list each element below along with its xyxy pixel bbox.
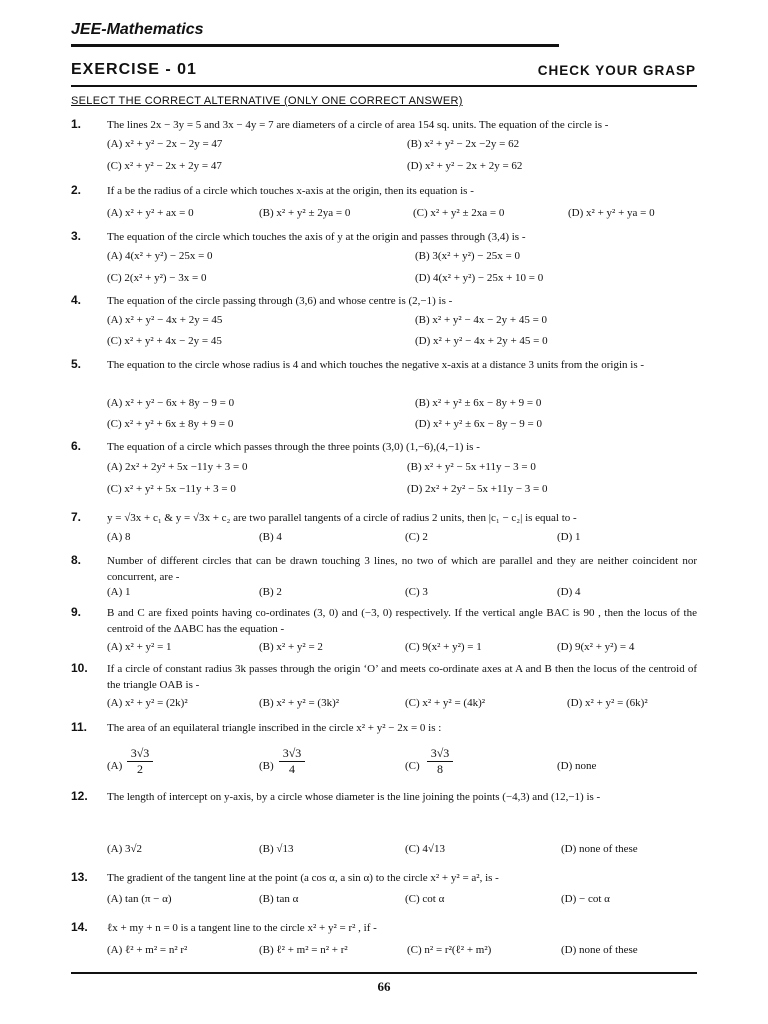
question-text: The equation of the circle passing through (3,6) and whose centre is (2,−1) is - [107, 295, 453, 307]
question-number: 1. [71, 117, 82, 131]
option-a[interactable]: (A) x² + y² − 4x + 2y = 45 [107, 314, 223, 326]
option-b[interactable]: (B) 3(x² + y²) − 25x = 0 [415, 250, 520, 262]
fraction-numerator: 3√3 [282, 746, 302, 760]
option-d[interactable]: (D) x² + y² − 4x + 2y + 45 = 0 [415, 335, 548, 347]
question-text: B and C are fixed points having co-ordinates (3, 0) and (−3, 0) respectively. If the vertical angle BAC is 90 , then the locus of the centroid of the ΔABC has the equation - [107, 607, 697, 635]
question-text: Number of different circles that can be drawn touching 3 lines, no two of which are parallel and they are neither coincident nor concurrent, are - [107, 555, 697, 583]
subject-title: JEE-Mathematics [71, 21, 204, 38]
exercise-title: EXERCISE - 01 [71, 61, 197, 78]
option-d[interactable]: (D) − cot α [561, 893, 610, 905]
option-b[interactable]: (B) x² + y² ± 6x − 8y + 9 = 0 [415, 397, 542, 409]
footer-rule [71, 972, 697, 974]
fraction-c [427, 746, 453, 777]
option-a[interactable]: (A) x² + y² + ax = 0 [107, 207, 194, 219]
option-c[interactable]: (C) [405, 760, 420, 772]
question-text: The length of intercept on y-axis, by a circle whose diameter is the line joining the points (−4,3) and (12,−1) is - [107, 791, 601, 803]
option-c[interactable]: (C) n² = r²(ℓ² + m²) [407, 944, 492, 956]
question-number: 3. [71, 229, 82, 243]
option-a[interactable]: (A) ℓ² + m² = n² r² [107, 944, 188, 956]
question-text: The lines 2x − 3y = 5 and 3x − 4y = 7 are diameters of a circle of area 154 sq. units. The equation of the circle is - [107, 119, 609, 131]
option-a[interactable]: (A) 8 [107, 531, 131, 543]
option-a[interactable]: (A) 1 [107, 586, 131, 598]
question-text: The equation of the circle which touches the axis of y at the origin and passes through (3,4) is - [107, 231, 526, 243]
option-a[interactable]: (A) 3√2 [107, 843, 143, 855]
option-c[interactable]: (C) 4√13 [405, 843, 445, 855]
option-a[interactable]: (A) tan (π − α) [107, 893, 172, 905]
question-text: If a be the radius of a circle which touches x-axis at the origin, then its equation is - [107, 185, 474, 197]
option-d[interactable]: (D) 4(x² + y²) − 25x + 10 = 0 [415, 272, 544, 284]
option-c[interactable]: (C) 2(x² + y²) − 3x = 0 [107, 272, 207, 284]
fraction-b [279, 746, 305, 777]
fraction-numerator: 3√3 [430, 746, 450, 760]
fraction-numerator: 3√3 [130, 746, 150, 760]
option-b[interactable]: (B) 4 [259, 531, 282, 543]
question-number: 12. [71, 789, 88, 803]
question-text: The equation to the circle whose radius is 4 and which touches the negative x-axis at a distance 3 units from the origin is - [107, 359, 645, 371]
question-number: 6. [71, 439, 82, 453]
option-a[interactable]: (A) x² + y² − 6x + 8y − 9 = 0 [107, 397, 235, 409]
option-b[interactable]: (B) x² + y² = 2 [259, 641, 323, 653]
option-b[interactable]: (B) √13 [259, 843, 294, 855]
fraction-a [127, 746, 153, 777]
option-a[interactable]: (A) x² + y² = 1 [107, 641, 172, 653]
option-b[interactable]: (B) x² + y² − 5x +11y − 3 = 0 [407, 461, 536, 473]
option-a[interactable]: (A) 2x² + 2y² + 5x −11y + 3 = 0 [107, 461, 248, 473]
option-c[interactable]: (C) x² + y² + 4x − 2y = 45 [107, 335, 222, 347]
option-d[interactable]: (D) 2x² + 2y² − 5x +11y − 3 = 0 [407, 483, 548, 495]
option-b[interactable]: (B) x² + y² = (3k)² [259, 697, 340, 709]
section-title: CHECK YOUR GRASP [537, 63, 696, 78]
option-d[interactable]: (D) x² + y² ± 6x − 8y − 9 = 0 [415, 418, 542, 430]
question-text: The equation of a circle which passes through the three points (3,0) (1,−6),(4,−1) is - [107, 441, 480, 453]
option-b[interactable]: (B) tan α [259, 893, 299, 905]
option-c[interactable]: (C) 2 [405, 531, 428, 543]
question-text: The area of an equilateral triangle inscribed in the circle x² + y² − 2x = 0 is : [107, 722, 442, 734]
question-number: 10. [71, 661, 88, 675]
option-b[interactable]: (B) [259, 760, 274, 772]
option-c[interactable]: (C) x² + y² ± 2xa = 0 [413, 207, 505, 219]
question-number: 14. [71, 920, 88, 934]
option-c[interactable]: (C) 9(x² + y²) = 1 [405, 641, 482, 653]
option-a[interactable]: (A) x² + y² − 2x − 2y = 47 [107, 138, 223, 150]
option-c[interactable]: (C) 3 [405, 586, 428, 598]
question-text: ℓx + my + n = 0 is a tangent line to the circle x² + y² = r² , if - [107, 922, 377, 934]
option-b[interactable]: (B) x² + y² − 4x − 2y + 45 = 0 [415, 314, 548, 326]
option-c[interactable]: (C) x² + y² = (4k)² [405, 697, 486, 709]
question-text: If a circle of constant radius 3k passes through the origin ‘O’ and meets co-ordinate axes at A and B then the locus of the centroid of the triangle OAB is - [107, 663, 697, 691]
question-number: 2. [71, 183, 82, 197]
option-d[interactable]: (D) x² + y² + ya = 0 [568, 207, 655, 219]
fraction-denominator: 4 [279, 761, 305, 777]
option-d[interactable]: (D) none of these [561, 944, 638, 956]
fraction-denominator: 2 [127, 761, 153, 777]
question-text: y = √3x + c₁ & y = √3x + c₂ are two parallel tangents of a circle of radius 2 units, then |c₁ − c₂| is equal to - [107, 512, 577, 524]
option-d[interactable]: (D) none of these [561, 843, 638, 855]
question-number: 7. [71, 510, 82, 524]
question-number: 5. [71, 357, 82, 371]
option-b[interactable]: (B) ℓ² + m² = n² + r² [259, 944, 348, 956]
option-a[interactable]: (A) [107, 760, 123, 772]
option-b[interactable]: (B) x² + y² − 2x −2y = 62 [407, 138, 520, 150]
header-rule [71, 44, 559, 47]
question-text: The gradient of the tangent line at the point (a cos α, a sin α) to the circle x² + y² = a², is - [107, 872, 499, 884]
option-d[interactable]: (D) 1 [557, 531, 581, 543]
option-d[interactable]: (D) 4 [557, 586, 581, 598]
question-number: 9. [71, 605, 82, 619]
option-d[interactable]: (D) x² + y² = (6k)² [567, 697, 648, 709]
option-c[interactable]: (C) x² + y² − 2x + 2y = 47 [107, 160, 222, 172]
question-number: 11. [71, 720, 88, 734]
instruction: SELECT THE CORRECT ALTERNATIVE (ONLY ONE CORRECT ANSWER) [71, 95, 463, 107]
option-b[interactable]: (B) x² + y² ± 2ya = 0 [259, 207, 351, 219]
option-d[interactable]: (D) x² + y² − 2x + 2y = 62 [407, 160, 523, 172]
page-number: 66 [377, 979, 391, 994]
option-c[interactable]: (C) cot α [405, 893, 445, 905]
fraction-denominator: 8 [427, 761, 453, 777]
option-c[interactable]: (C) x² + y² + 5x −11y + 3 = 0 [107, 483, 236, 495]
section-rule [71, 85, 697, 87]
option-a[interactable]: (A) 4(x² + y²) − 25x = 0 [107, 250, 213, 262]
option-a[interactable]: (A) x² + y² = (2k)² [107, 697, 188, 709]
option-b[interactable]: (B) 2 [259, 586, 282, 598]
option-d[interactable]: (D) none [557, 760, 597, 772]
option-d[interactable]: (D) 9(x² + y²) = 4 [557, 641, 635, 653]
option-c[interactable]: (C) x² + y² + 6x ± 8y + 9 = 0 [107, 418, 234, 430]
question-number: 4. [71, 293, 82, 307]
question-number: 13. [71, 870, 88, 884]
question-number: 8. [71, 553, 82, 567]
